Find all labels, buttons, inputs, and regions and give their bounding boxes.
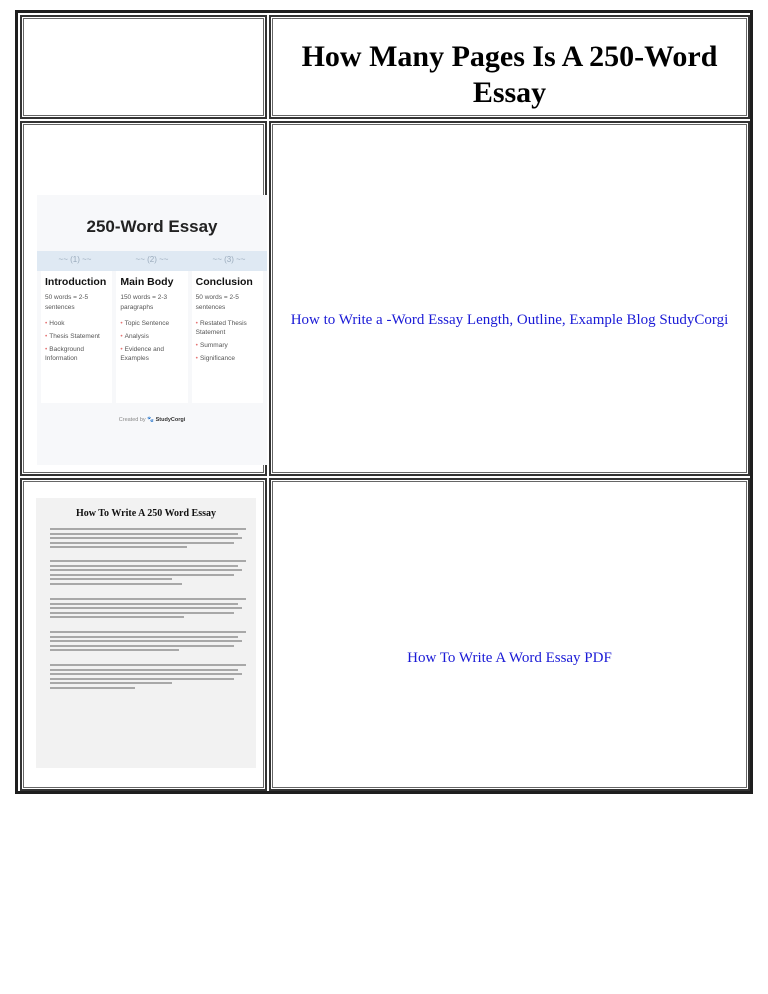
text-line [50,560,246,562]
row-2-link-cell [269,478,750,791]
text-line [50,664,246,666]
text-paragraph [50,528,246,551]
text-line [50,603,238,605]
text-line [50,542,234,544]
text-line [50,636,238,638]
bullet-item: • Significance [195,355,235,362]
text-paragraph [50,631,246,654]
bullet-item: • Background Information [45,346,84,362]
row-2-image-cell [20,478,267,791]
infographic-footer: Created by 🐾 StudyCorgi [118,417,186,423]
step-marker: ~~ (1) ~~ [58,255,92,264]
column-meta: 50 words = 2-5 sentences [45,294,89,311]
column-meta: 50 words = 2-5 sentences [195,294,239,311]
bullet-item: • Topic Sentence [120,320,170,327]
main-body-column [116,271,187,403]
pdf-title: How To Write A 250 Word Essay [75,508,217,519]
row-1-link-cell [269,121,750,476]
bullet-item: • Analysis [120,333,149,340]
text-line [50,640,242,642]
bullet-item: • Evidence and Examples [120,346,164,362]
text-line [50,645,234,647]
essay-outline-infographic[interactable] [37,195,267,465]
bullet-item: • Hook [45,320,65,327]
text-line [50,533,238,535]
text-line [50,673,242,675]
text-line [50,616,184,618]
essay-pdf-preview[interactable] [36,498,256,768]
pdf-link[interactable]: How To Write A Word Essay PDF [407,650,612,666]
step-band [37,251,267,271]
infographic-title: 250-Word Essay [86,217,218,236]
text-line [50,537,242,539]
text-line [50,598,246,600]
content-table [15,10,753,794]
text-paragraph [50,598,246,621]
column-heading: Main Body [120,276,174,288]
text-line [50,612,234,614]
text-line [50,565,238,567]
text-line [50,546,187,548]
text-line [50,574,234,576]
introduction-column [41,271,112,403]
bullet-item: • Summary [195,342,228,349]
bullet-item: • Restated Thesis Statement [195,320,247,336]
text-paragraph [50,664,246,692]
page-title: How Many Pages Is A 250-Word Essay [301,40,718,109]
text-line [50,631,246,633]
step-marker: ~~ (2) ~~ [135,255,169,264]
text-line [50,649,179,651]
text-line [50,678,234,680]
text-paragraph [50,560,246,588]
text-line [50,578,172,580]
conclusion-column [192,271,263,403]
text-line [50,528,246,530]
bullet-item: • Thesis Statement [45,333,100,340]
text-line [50,607,242,609]
text-line [50,583,182,585]
step-marker: ~~ (3) ~~ [212,255,246,264]
text-line [50,669,238,671]
text-line [50,569,242,571]
text-line [50,682,172,684]
column-meta: 150 words = 2-3 paragraphs [120,294,168,311]
header-title-cell [269,15,750,119]
studycorgi-article-link[interactable]: How to Write a -Word Essay Length, Outline, Example Blog StudyCorgi [290,312,729,328]
text-line [50,687,135,689]
column-heading: Conclusion [195,276,253,288]
column-heading: Introduction [45,276,107,288]
row-1-image-cell [20,121,267,476]
header-empty-cell [20,15,267,119]
studycorgi-logo-icon: 🐾 [147,417,155,423]
